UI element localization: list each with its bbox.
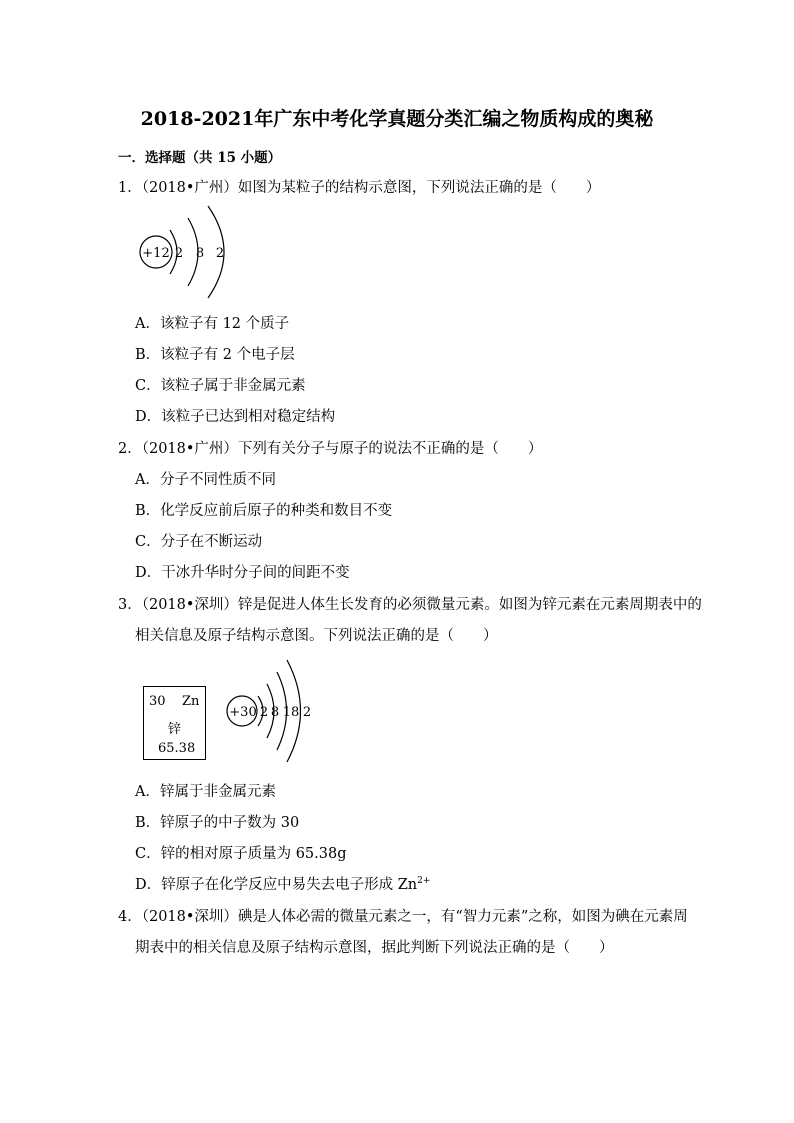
shell-electrons-2: 8 (195, 246, 205, 261)
question-3-stem-line-1: 3．（2018•深圳）锌是促进人体生长发育的必须微量元素。如图为锌元素在元素周期表中的 (118, 597, 702, 613)
periodic-table-cell-zinc (143, 686, 206, 760)
element-symbol: Zn (182, 694, 200, 709)
shell-electrons-3: 18 (282, 705, 300, 720)
question-4-stem-line-1: 4．（2018•深圳）碘是人体必需的微量元素之一，有“智力元素”之称，如图为碘在元素周 (118, 909, 688, 925)
q3-option-b: B．锌原子的中子数为 30 (135, 815, 300, 831)
q1-option-a: A．该粒子有 12 个质子 (135, 316, 290, 332)
question-1-stem: 1．（2018•广州）如图为某粒子的结构示意图，下列说法正确的是（ ） (118, 180, 601, 196)
shell-electrons-3: 2 (215, 246, 225, 261)
shell-electrons-2: 8 (270, 705, 280, 720)
q3-option-d-text: D．锌原子在化学反应中易失去电子形成 Zn (135, 877, 418, 893)
atomic-mass: 65.38 (158, 741, 196, 756)
page-title: 2018-2021年广东中考化学真题分类汇编之物质构成的奥秘 (140, 108, 654, 130)
q2-option-d: D．干冰升华时分子间的间距不变 (135, 565, 350, 581)
atom-diagram-zinc (224, 652, 324, 774)
q3-option-d (135, 873, 430, 894)
section-heading: 一．选择题（共 15 小题） (118, 150, 282, 166)
q2-option-a: A．分子不同性质不同 (135, 472, 276, 488)
ion-charge: 2+ (417, 876, 431, 887)
q2-option-c: C．分子在不断运动 (135, 534, 263, 550)
q1-option-c: C．该粒子属于非金属元素 (135, 378, 306, 394)
shell-electrons-4: 2 (302, 705, 312, 720)
q2-option-b: B．化学反应前后原子的种类和数目不变 (135, 503, 393, 519)
q1-option-d: D．该粒子已达到相对稳定结构 (135, 409, 336, 425)
q1-option-b: B．该粒子有 2 个电子层 (135, 347, 295, 363)
shell-electrons-1: 2 (174, 246, 184, 261)
question-2-stem: 2．（2018•广州）下列有关分子与原子的说法不正确的是（ ） (118, 441, 543, 457)
question-3-stem-line-2: 相关信息及原子结构示意图。下列说法正确的是（ ） (135, 628, 498, 644)
q3-option-c: C．锌的相对原子质量为 65.38g (135, 846, 347, 862)
atomic-number: 30 (149, 694, 166, 709)
nucleus-charge: +12 (142, 246, 170, 261)
element-name: 锌 (168, 722, 182, 737)
question-4-stem-line-2: 期表中的相关信息及原子结构示意图，据此判断下列说法正确的是（ ） (135, 940, 614, 956)
atom-diagram-1 (136, 200, 246, 304)
nucleus-charge: +30 (229, 705, 257, 720)
q3-option-a: A．锌属于非金属元素 (135, 784, 276, 800)
shell-electrons-1: 2 (259, 705, 269, 720)
